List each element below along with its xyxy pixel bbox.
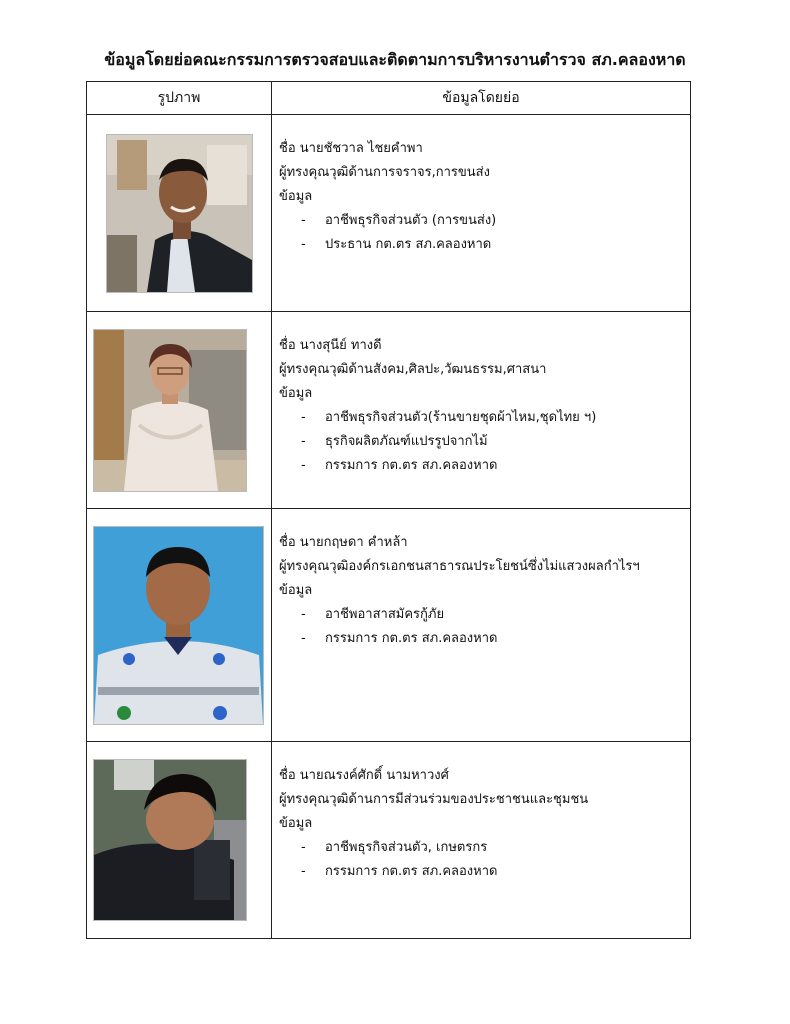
list-item: - อาชีพธุรกิจส่วนตัว (การขนส่ง) xyxy=(301,213,497,228)
portrait-man-outdoor-icon xyxy=(107,135,252,292)
member-name: ชื่อ นายณรงค์ศักดิ์ นามหาวงศ์ xyxy=(279,768,449,783)
photo-cell xyxy=(87,312,272,509)
list-item: - กรรมการ กต.ตร สภ.คลองหาด xyxy=(301,864,498,879)
info-cell xyxy=(272,115,691,312)
detail-list xyxy=(279,836,690,884)
list-item: - กรรมการ กต.ตร สภ.คลองหาด xyxy=(301,458,498,473)
table-row xyxy=(87,115,691,312)
detail-list xyxy=(279,603,690,651)
member-name: ชื่อ นางสุนีย์ ทางดี xyxy=(279,338,382,353)
committee-table xyxy=(86,81,691,939)
portrait-man-dark-shirt-icon xyxy=(94,760,246,920)
portrait-woman-lace-dress-icon xyxy=(94,330,246,491)
detail-list xyxy=(279,209,690,257)
info-label: ข้อมูล xyxy=(279,189,313,204)
info-cell xyxy=(272,742,691,939)
table-row xyxy=(87,742,691,939)
info-cell xyxy=(272,312,691,509)
member-photo xyxy=(93,526,264,725)
list-item: - กรรมการ กต.ตร สภ.คลองหาด xyxy=(301,631,498,646)
document-title: ข้อมูลโดยย่อคณะกรรมการตรวจสอบและติดตามการบริหารงานตำรวจ สภ.คลองหาด xyxy=(104,50,686,69)
member-name: ชื่อ นายกฤษดา คำหล้า xyxy=(279,535,408,550)
member-expertise: ผู้ทรงคุณวุฒิด้านการมีส่วนร่วมของประชาชนและชุมชน xyxy=(279,792,589,807)
member-photo xyxy=(93,329,247,492)
header-info: ข้อมูลโดยย่อ xyxy=(272,82,691,115)
detail-text: อาชีพธุรกิจส่วนตัว(ร้านขายชุดผ้าไหม,ชุดไทย ฯ) xyxy=(325,410,597,425)
info-label: ข้อมูล xyxy=(279,816,313,831)
list-item: - ประธาน กต.ตร สภ.คลองหาด xyxy=(301,237,492,252)
detail-text: อาชีพอาสาสมัครกู้ภัย xyxy=(325,607,445,622)
member-photo xyxy=(93,759,247,921)
header-photo: รูปภาพ xyxy=(87,82,272,115)
list-item: - อาชีพธุรกิจส่วนตัว(ร้านขายชุดผ้าไหม,ชุดไทย ฯ) xyxy=(301,410,597,425)
detail-text: กรรมการ กต.ตร สภ.คลองหาด xyxy=(325,864,498,879)
detail-text: อาชีพธุรกิจส่วนตัว (การขนส่ง) xyxy=(325,213,497,228)
info-label: ข้อมูล xyxy=(279,386,313,401)
photo-cell xyxy=(87,742,272,939)
detail-text: ธุรกิจผลิตภัณฑ์แปรรูปจากไม้ xyxy=(325,434,488,449)
member-photo xyxy=(106,134,253,293)
member-name: ชื่อ นายชัชวาล ไชยคำพา xyxy=(279,141,423,156)
member-expertise: ผู้ทรงคุณวุฒิด้านการจราจร,การขนส่ง xyxy=(279,165,490,180)
detail-list xyxy=(279,406,690,478)
list-item: - อาชีพธุรกิจส่วนตัว, เกษตรกร xyxy=(301,840,488,855)
photo-cell xyxy=(87,509,272,742)
info-label: ข้อมูล xyxy=(279,583,313,598)
table-row xyxy=(87,509,691,742)
table-header-row xyxy=(87,82,691,115)
photo-cell xyxy=(87,115,272,312)
detail-text: กรรมการ กต.ตร สภ.คลองหาด xyxy=(325,458,498,473)
list-item: - ธุรกิจผลิตภัณฑ์แปรรูปจากไม้ xyxy=(301,434,488,449)
table-row xyxy=(87,312,691,509)
portrait-man-rescue-uniform-icon xyxy=(94,527,263,724)
list-item: - อาชีพอาสาสมัครกู้ภัย xyxy=(301,607,445,622)
member-expertise: ผู้ทรงคุณวุฒิด้านสังคม,ศิลปะ,วัฒนธรรม,ศาสนา xyxy=(279,362,547,377)
member-expertise: ผู้ทรงคุณวุฒิองค์กรเอกชนสาธารณประโยชน์ซึ่งไม่แสวงผลกำไรฯ xyxy=(279,559,640,574)
detail-text: ประธาน กต.ตร สภ.คลองหาด xyxy=(325,237,492,252)
detail-text: อาชีพธุรกิจส่วนตัว, เกษตรกร xyxy=(325,840,488,855)
info-cell xyxy=(272,509,691,742)
detail-text: กรรมการ กต.ตร สภ.คลองหาด xyxy=(325,631,498,646)
